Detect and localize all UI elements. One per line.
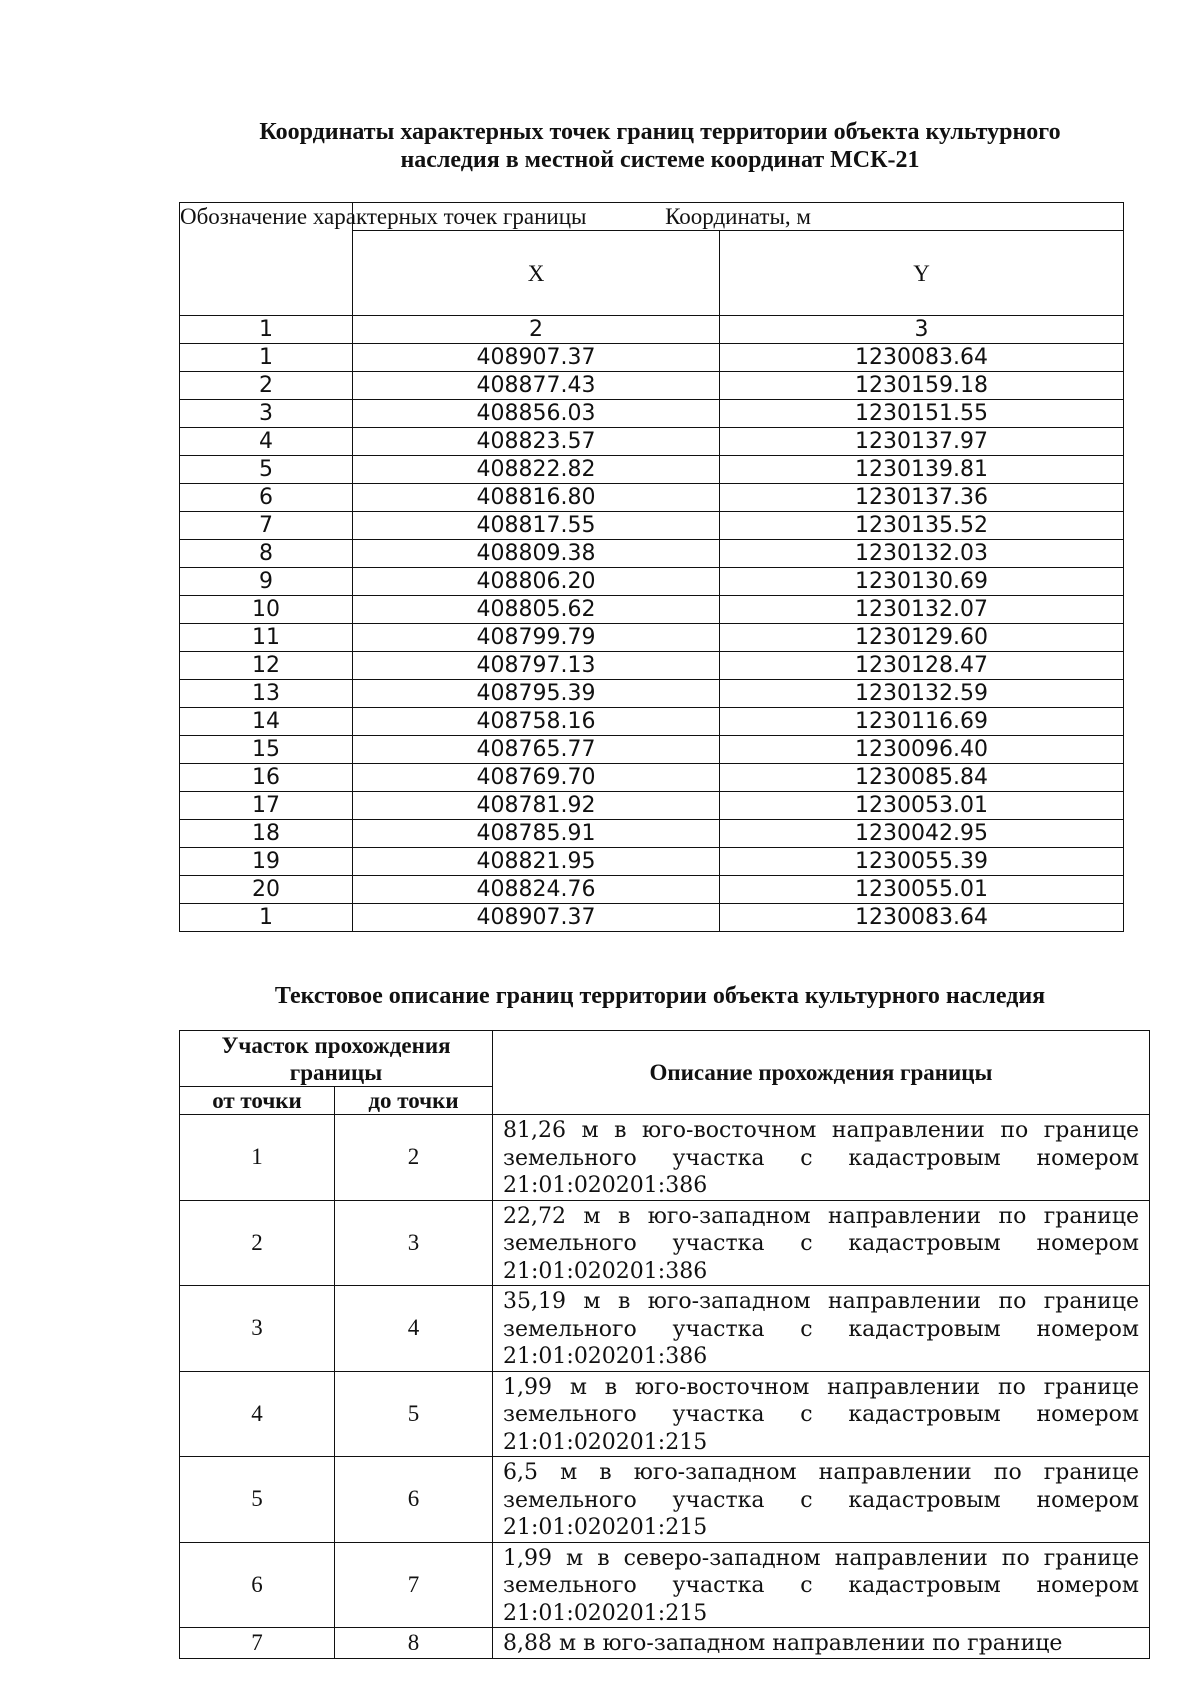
table-row xyxy=(180,372,1124,400)
to-point: 4 xyxy=(335,1286,493,1372)
x-value: 408821.95 xyxy=(353,848,720,876)
table-row xyxy=(180,708,1124,736)
column-number: 3 xyxy=(720,316,1124,344)
header-from-point: от точки xyxy=(180,1087,335,1115)
y-value: 1230137.97 xyxy=(720,428,1124,456)
point-number: 5 xyxy=(180,456,353,484)
y-value: 1230096.40 xyxy=(720,736,1124,764)
point-number: 15 xyxy=(180,736,353,764)
boundary-description: 6,5 м в юго-западном направлении по границе земельного участка с кадастровым номером 21:01:020201:215 xyxy=(493,1457,1150,1543)
table-row xyxy=(180,680,1124,708)
column-number: 1 xyxy=(180,316,353,344)
table-row xyxy=(180,1457,1150,1543)
point-number: 1 xyxy=(180,904,353,932)
table-row xyxy=(180,344,1124,372)
header-x: X xyxy=(353,231,720,316)
boundary-description: 1,99 м в северо-западном направлении по границе земельного участка с кадастровым номером 21:01:020201:215 xyxy=(493,1542,1150,1628)
point-number: 3 xyxy=(180,400,353,428)
table-row xyxy=(180,1628,1150,1659)
coordinates-title-line1: Координаты характерных точек границ территории объекта культурного xyxy=(259,119,1061,145)
table-row xyxy=(180,1371,1150,1457)
boundary-description: 81,26 м в юго-восточном направлении по границе земельного участка с кадастровым номером 21:01:020201:386 xyxy=(493,1115,1150,1201)
description-title: Текстовое описание границ территории объекта культурного наследия xyxy=(274,983,1046,1009)
header-to-point: до точки xyxy=(335,1087,493,1115)
to-point: 7 xyxy=(335,1542,493,1628)
point-number: 14 xyxy=(180,708,353,736)
point-number: 12 xyxy=(180,652,353,680)
table-row xyxy=(180,456,1124,484)
table-row xyxy=(180,484,1124,512)
point-number: 13 xyxy=(180,680,353,708)
y-value: 1230130.69 xyxy=(720,568,1124,596)
x-value: 408817.55 xyxy=(353,512,720,540)
y-value: 1230042.95 xyxy=(720,820,1124,848)
table-row xyxy=(180,624,1124,652)
coordinates-title xyxy=(150,118,1170,174)
y-value: 1230151.55 xyxy=(720,400,1124,428)
to-point: 6 xyxy=(335,1457,493,1543)
boundary-description: 1,99 м в юго-восточном направлении по границе земельного участка с кадастровым номером 21:01:020201:215 xyxy=(493,1371,1150,1457)
boundary-description: 35,19 м в юго-западном направлении по границе земельного участка с кадастровым номером 21:01:020201:386 xyxy=(493,1286,1150,1372)
header-coordinates: Координаты, м xyxy=(353,203,1124,231)
y-value: 1230132.07 xyxy=(720,596,1124,624)
x-value: 408781.92 xyxy=(353,792,720,820)
point-number: 6 xyxy=(180,484,353,512)
from-point: 7 xyxy=(180,1628,335,1659)
x-value: 408797.13 xyxy=(353,652,720,680)
x-value: 408822.82 xyxy=(353,456,720,484)
from-point: 4 xyxy=(180,1371,335,1457)
y-value: 1230083.64 xyxy=(720,344,1124,372)
table-row xyxy=(180,792,1124,820)
x-value: 408799.79 xyxy=(353,624,720,652)
y-value: 1230083.64 xyxy=(720,904,1124,932)
table-row xyxy=(180,876,1124,904)
x-value: 408907.37 xyxy=(353,904,720,932)
x-value: 408824.76 xyxy=(353,876,720,904)
y-value: 1230053.01 xyxy=(720,792,1124,820)
header-description: Описание прохождения границы xyxy=(493,1031,1150,1115)
to-point: 8 xyxy=(335,1628,493,1659)
column-number: 2 xyxy=(353,316,720,344)
header-section: Участок прохождения границы xyxy=(180,1031,493,1087)
description-table xyxy=(179,1030,1150,1659)
x-value: 408785.91 xyxy=(353,820,720,848)
table-row xyxy=(180,736,1124,764)
x-value: 408877.43 xyxy=(353,372,720,400)
point-number: 16 xyxy=(180,764,353,792)
point-number: 7 xyxy=(180,512,353,540)
point-number: 9 xyxy=(180,568,353,596)
x-value: 408795.39 xyxy=(353,680,720,708)
from-point: 5 xyxy=(180,1457,335,1543)
x-value: 408758.16 xyxy=(353,708,720,736)
table-row xyxy=(180,568,1124,596)
table-row xyxy=(180,596,1124,624)
y-value: 1230135.52 xyxy=(720,512,1124,540)
x-value: 408809.38 xyxy=(353,540,720,568)
point-number: 10 xyxy=(180,596,353,624)
table-row xyxy=(180,540,1124,568)
table-row xyxy=(180,820,1124,848)
coordinates-table xyxy=(179,202,1124,932)
table-row xyxy=(180,848,1124,876)
point-number: 17 xyxy=(180,792,353,820)
from-point: 6 xyxy=(180,1542,335,1628)
y-value: 1230139.81 xyxy=(720,456,1124,484)
point-number: 1 xyxy=(180,344,353,372)
table-row xyxy=(180,512,1124,540)
from-point: 1 xyxy=(180,1115,335,1201)
y-value: 1230129.60 xyxy=(720,624,1124,652)
x-value: 408805.62 xyxy=(353,596,720,624)
from-point: 3 xyxy=(180,1286,335,1372)
header-points: Обозначение характерных точек границы xyxy=(180,203,353,316)
point-number: 2 xyxy=(180,372,353,400)
table-row xyxy=(180,400,1124,428)
x-value: 408765.77 xyxy=(353,736,720,764)
to-point: 2 xyxy=(335,1115,493,1201)
point-number: 20 xyxy=(180,876,353,904)
to-point: 5 xyxy=(335,1371,493,1457)
point-number: 11 xyxy=(180,624,353,652)
from-point: 2 xyxy=(180,1200,335,1286)
boundary-description: 22,72 м в юго-западном направлении по границе земельного участка с кадастровым номером 21:01:020201:386 xyxy=(493,1200,1150,1286)
boundary-description: 8,88 м в юго-западном направлении по границе xyxy=(493,1628,1150,1659)
y-value: 1230116.69 xyxy=(720,708,1124,736)
table-row xyxy=(180,428,1124,456)
point-number: 8 xyxy=(180,540,353,568)
y-value: 1230159.18 xyxy=(720,372,1124,400)
x-value: 408816.80 xyxy=(353,484,720,512)
x-value: 408769.70 xyxy=(353,764,720,792)
table-row xyxy=(180,1286,1150,1372)
y-value: 1230132.03 xyxy=(720,540,1124,568)
to-point: 3 xyxy=(335,1200,493,1286)
table-row xyxy=(180,1542,1150,1628)
table-row xyxy=(180,904,1124,932)
point-number: 19 xyxy=(180,848,353,876)
x-value: 408823.57 xyxy=(353,428,720,456)
table-row xyxy=(180,1200,1150,1286)
table-row xyxy=(180,1115,1150,1201)
y-value: 1230137.36 xyxy=(720,484,1124,512)
x-value: 408907.37 xyxy=(353,344,720,372)
table-row xyxy=(180,652,1124,680)
header-y: Y xyxy=(720,231,1124,316)
y-value: 1230055.39 xyxy=(720,848,1124,876)
point-number: 4 xyxy=(180,428,353,456)
y-value: 1230085.84 xyxy=(720,764,1124,792)
y-value: 1230055.01 xyxy=(720,876,1124,904)
y-value: 1230128.47 xyxy=(720,652,1124,680)
table-row xyxy=(180,764,1124,792)
y-value: 1230132.59 xyxy=(720,680,1124,708)
x-value: 408856.03 xyxy=(353,400,720,428)
x-value: 408806.20 xyxy=(353,568,720,596)
coordinates-title-line2: наследия в местной системе координат МСК-21 xyxy=(400,147,920,173)
point-number: 18 xyxy=(180,820,353,848)
